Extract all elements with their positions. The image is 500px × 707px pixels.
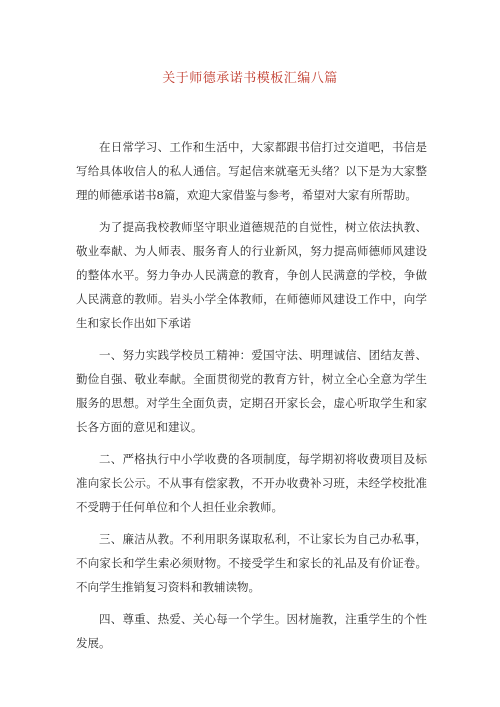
- paragraph-item-2: 二、严格执行中小学收费的各项制度，每学期初将收费项目及标准向家长公示。不从事有偿家教，不开办收费补习班，未经学校批准不受聘于任何单位和个人担任业余教师。: [76, 452, 427, 514]
- document-body: [76, 135, 427, 663]
- paragraph-item-1: 一、努力实践学校员工精神：爱国守法、明理诚信、团结友善、勤俭自强、敬业奉献。全面贯彻党的教育方针，树立全心全意为学生服务的思想。对学生全面负责，定期召开家长会，虚心听取学生和家长各方面的意见和建议。: [76, 348, 427, 434]
- paragraph-item-4: 四、尊重、热爱、关心每一个学生。因材施教，注重学生的个性发展。: [76, 612, 427, 650]
- paragraph-preamble: 为了提高我校教师坚守职业道德规范的自觉性，树立依法执教、敬业奉献、为人师表、服务育人的行业新风，努力提高师德师风建设的整体水平。努力争办人民满意的教育，争创人民满意的学校，争做人民满意的教师。岩头小学全体教师，在师德师风建设工作中，向学生和家长作出如下承诺: [76, 220, 427, 330]
- paragraph-item-3: 三、廉洁从教。不利用职务谋取私利，不让家长为自己办私事，不向家长和学生索必须财物。不接受学生和家长的礼品及有价证卷。不向学生推销复习资料和教辅读物。: [76, 532, 427, 594]
- paragraph-intro: 在日常学习、工作和生活中，大家都跟书信打过交道吧，书信是写给具体收信人的私人通信。写起信来就毫无头绪？以下是为大家整理的师德承诺书8篇，欢迎大家借鉴与参考，希望对大家有所帮助。: [76, 140, 427, 202]
- document-title: 关于师德承诺书模板汇编八篇: [162, 71, 338, 86]
